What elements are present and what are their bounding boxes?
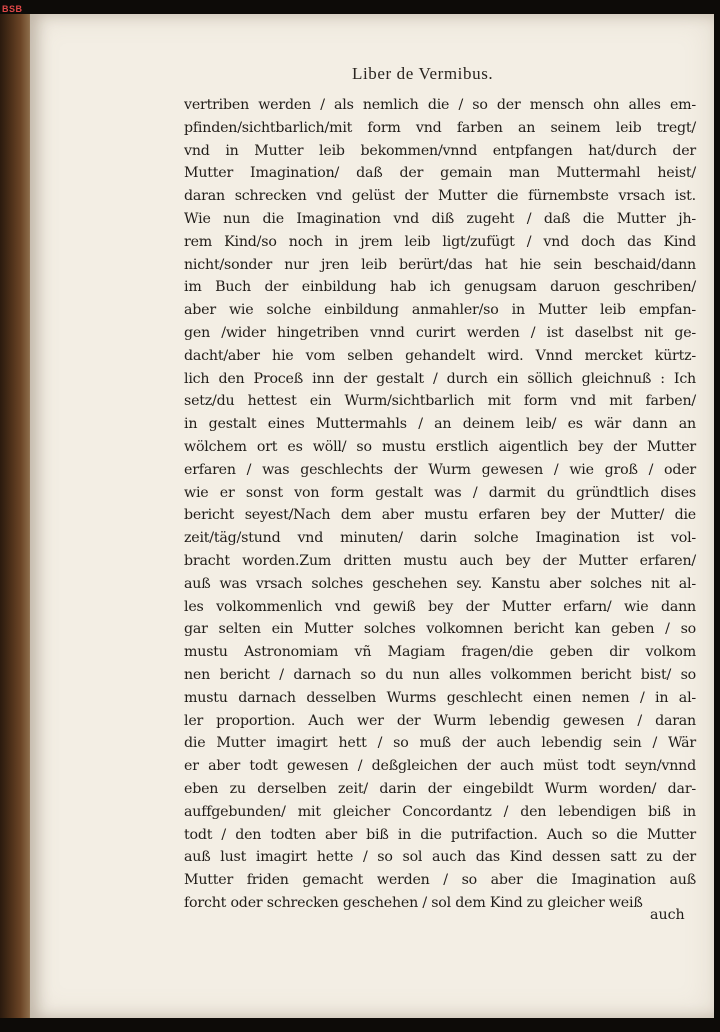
text-line: Wie nun die Imagination vnd diß zugeht / daß die Mutter jh- [184,210,696,227]
text-line: er aber todt gewesen / deßgleichen der auch müst todt seyn/vnnd [184,758,696,775]
text-line: zeit/täg/stund vnd minuten/ darin solche Imagination ist vol- [184,530,696,547]
text-line: Mutter friden gemacht werden / so aber die Imagination auß [184,872,696,889]
text-line: wie er sonst von form gestalt was / darmit du gründtlich dises [184,484,696,501]
text-line: auß was vrsach solches geschehen sey. Kanstu aber solches nit al- [184,575,696,592]
text-line: forcht oder schrecken geschehen / sol dem Kind zu gleicher weiß [184,894,643,911]
text-line: lich den Proceß inn der gestalt / durch ein söllich gleichnuß : Ich [184,370,696,387]
text-line: setz/du hettest ein Wurm/sichtbarlich mit form vnd mit farben/ [184,393,696,410]
text-line: vnd in Mutter leib bekommen/vnnd entpfangen hat/durch der [184,142,696,159]
text-line: erfaren / was geschlechts der Wurm gewesen / wie groß / oder [184,461,696,478]
text-line: mustu Astronomiam vñ Magiam fragen/die geben dir volkom [184,644,696,661]
text-line: daran schrecken vnd gelüst der Mutter die fürnembste vrsach ist. [184,188,696,205]
text-line: gar selten ein Mutter solches volkomnen bericht kan geben / so [184,621,696,638]
text-line: die Mutter imagirt hett / so muß der auch lebendig sein / Wär [184,735,696,752]
text-line: todt / den todten aber biß in die putrifaction. Auch so die Mutter [184,826,696,843]
catchword: auch [650,907,685,923]
text-line: im Buch der einbildung hab ich genugsam daruon geschriben/ [184,279,696,296]
text-line: eben zu derselben zeit/ darin der eingebildt Wurm worden/ dar- [184,780,696,797]
text-line: auffgebunden/ mit gleicher Concordantz / den lebendigen biß in [184,803,696,820]
text-line: bericht seyest/Nach dem aber mustu erfaren bey der Mutter/ die [184,507,696,524]
book-binding-edge [0,14,34,1018]
text-line: auß lust imagirt hette / so sol auch das Kind dessen satt zu der [184,849,696,866]
text-line: pfinden/sichtbarlich/mit form vnd farben an seinem leib tregt/ [184,119,696,136]
text-line: in gestalt eines Muttermahls / an deinem leib/ es wär dann an [184,416,696,433]
text-line: vertriben werden / als nemlich die / so der mensch ohn alles em- [184,97,696,113]
text-line: ler proportion. Auch wer der Wurm lebendig gewesen / daran [184,712,696,729]
text-line: Mutter Imagination/ daß der gemain man Muttermahl heist/ [184,165,696,182]
running-head: Liber de Vermibus. [352,64,494,83]
text-line: gen /wider hingetriben vnnd curirt werden / ist daselbst nit ge- [184,324,696,341]
text-line: aber wie solche einbildung anmahler/so in Mutter leib empfan- [184,302,696,319]
text-block [184,94,696,915]
text-line: wölchem ort es wöll/ so mustu erstlich aigentlich bey der Mutter [184,438,696,455]
library-mark: BSB [2,4,23,14]
text-line: rem Kind/so noch in jrem leib ligt/zufügt / vnd doch das Kind [184,233,696,250]
book-page [30,14,714,1018]
text-line: les volkommenlich vnd gewiß bey der Mutter erfarn/ wie dann [184,598,696,615]
text-line: bracht worden.Zum dritten mustu auch bey der Mutter erfaren/ [184,552,696,569]
text-line: nen bericht / darnach so du nun alles volkommen bericht bist/ so [184,666,696,683]
text-line: dacht/aber hie vom selben gehandelt wird. Vnnd mercket kürtz- [184,347,696,364]
text-line: mustu darnach desselben Wurms geschlecht einen nemen / in al- [184,689,696,706]
text-line: nicht/sonder nur jren leib berürt/das hat hie sein beschaid/dann [184,256,696,273]
